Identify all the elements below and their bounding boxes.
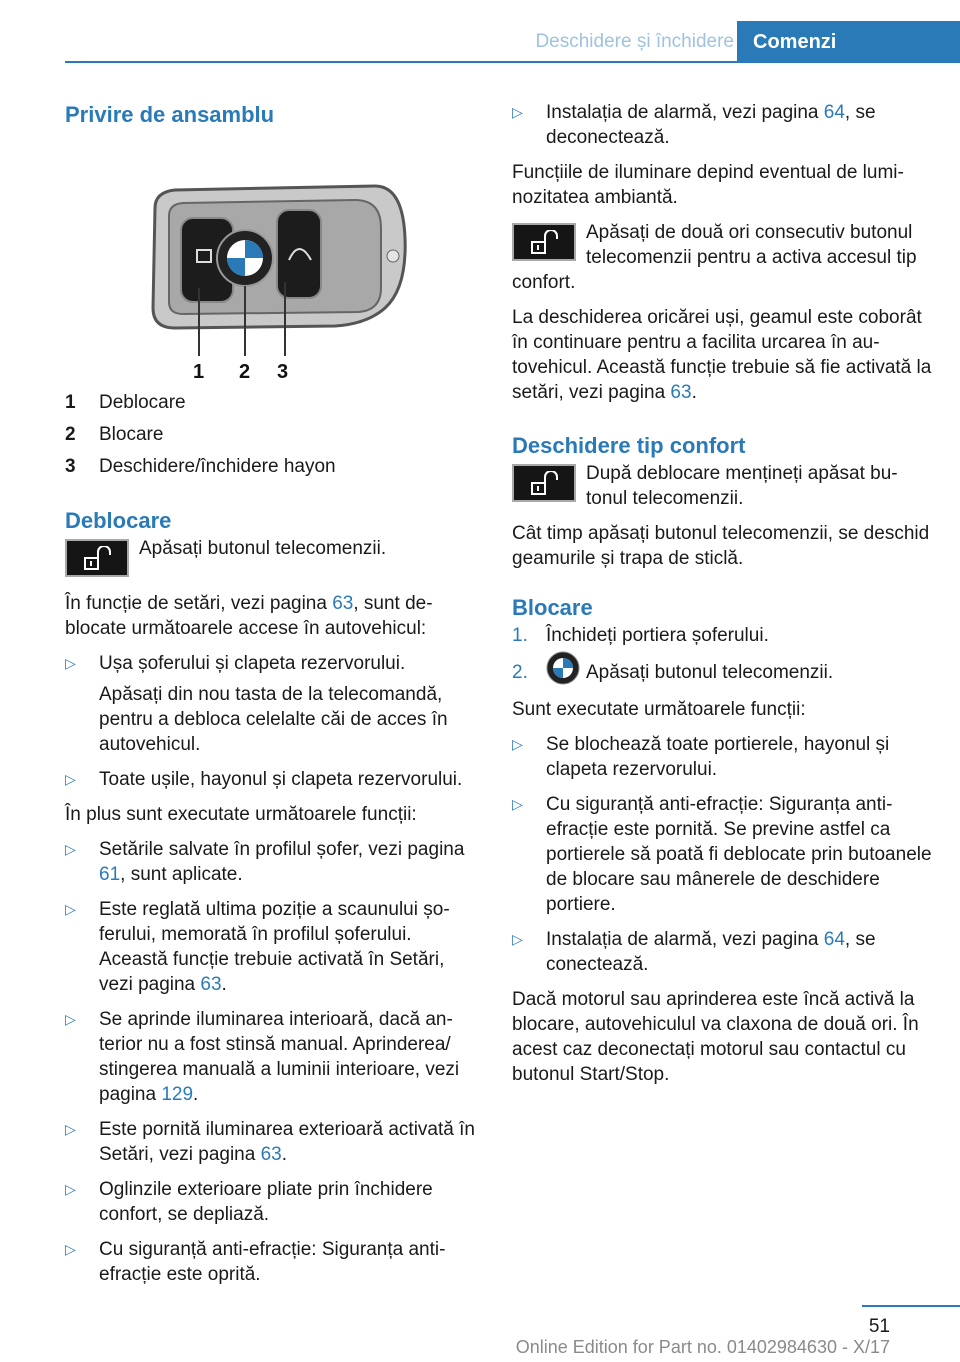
lock-functions-list <box>512 732 932 977</box>
remote-key-illustration <box>135 178 415 378</box>
comfort-opening-heading: Deschidere tip confort <box>512 433 746 458</box>
header-rule <box>65 61 960 63</box>
list-item: ▷ Este pornită iluminarea exterioară activată în Setări, vezi pagina 63. <box>65 1117 480 1167</box>
page-number: 51 <box>868 1316 890 1337</box>
comfort-opening-desc: Cât timp apăsați butonul telecomenzii, se deschid geamurile și trapa de sticlă. <box>512 523 930 569</box>
unlock-heading: Deblocare <box>65 508 172 533</box>
list-item: ▷ Cu siguranță anti-efracție: Siguranța anti-efracție este oprită. <box>65 1237 480 1287</box>
unlock-instruction: Apăsați butonul telecomenzii. <box>65 536 480 581</box>
window-note: La deschiderea oricărei uși, geamul este coborât în continuare pentru a facilita urcarea în autovehicul. Această funcție trebuie să fie activată la setări, vezi pagina 63. <box>512 307 932 403</box>
page-link[interactable]: 61 <box>99 864 121 885</box>
list-item: ▷ Toate ușile, hayonul și clapeta rezervorului. <box>65 767 480 792</box>
figure-legend <box>65 390 480 486</box>
page-link[interactable]: 64 <box>823 102 845 123</box>
extra-functions-list <box>65 837 480 1287</box>
step-item: 1. Închideți portiera șoferului. <box>512 625 769 646</box>
edition-footer: Online Edition for Part no. 01402984630 - X/17 <box>515 1337 890 1357</box>
lock-steps <box>512 623 932 685</box>
list-item: ▷ Instalația de alarmă, vezi pagina 64, se conectează. <box>512 927 932 977</box>
unlock-intro: În funcție de setări, vezi pagina 63, sunt deblocate următoarele accese în autovehicul: <box>65 593 433 639</box>
comfort-opening-instruction: După deblocare mențineți apăsat butonul telecomenzii. <box>512 461 932 511</box>
callout-1: 1 <box>193 361 205 378</box>
alarm-list <box>512 100 932 150</box>
callout-3: 3 <box>277 361 289 378</box>
unlock-button-icon <box>512 464 576 502</box>
lock-exec-intro: Sunt executate următoarele funcții: <box>512 699 806 720</box>
list-item: ▷ Se blochează toate portierele, hayonul și clapeta rezervorului. <box>512 732 932 782</box>
list-item: ▷ Oglinzile exterioare pliate prin închidere confort, se depliază. <box>65 1177 480 1227</box>
page-link[interactable]: 63 <box>260 1144 282 1165</box>
page-link[interactable]: 63 <box>200 974 222 995</box>
legend-item: 2 Blocare <box>65 424 164 445</box>
bmw-logo-icon <box>546 651 580 685</box>
list-item: ▷ Cu siguranță anti-efracție: Siguranța anti-efracție este pornită. Se previne astfel ca portierele să poată fi deblocate prin butoanele de blocare sau mânerele de deschidere portiere. <box>512 792 932 917</box>
page-link[interactable]: 63 <box>670 382 692 403</box>
extra-functions-intro: În plus sunt executate următoarele funcții: <box>65 804 417 825</box>
list-item: ▷ Instalația de alarmă, vezi pagina 64, se deconectează. <box>512 100 932 150</box>
page-link[interactable]: 64 <box>823 929 845 950</box>
unlock-button-icon <box>65 539 129 577</box>
header-chapter-tab[interactable]: Comenzi <box>737 21 960 62</box>
legend-item: 1 Deblocare <box>65 392 186 413</box>
overview-heading: Privire de ansamblu <box>65 102 275 127</box>
page-link[interactable]: 63 <box>332 593 354 614</box>
list-item: ▷ Ușa șoferului și clapeta rezervorului. Apăsați din nou tasta de la telecomandă, pentru a debloca celelalte căi de acces în autovehicul. <box>65 651 480 757</box>
comfort-access-instruction: Apăsați de două ori consecutiv butonul telecomenzii pentru a activa accesul tip confort. <box>512 222 917 293</box>
page-link[interactable]: 129 <box>161 1084 194 1105</box>
callout-2: 2 <box>239 361 251 378</box>
footer-rule <box>862 1305 960 1307</box>
list-item: ▷ Se aprinde iluminarea interioară, dacă anterior nu a fost stinsă manual. Aprinderea/ stingerea manuală a luminii interioare, vezi pagina 129. <box>65 1007 480 1107</box>
lock-horn-note: Dacă motorul sau aprinderea este încă activă la blocare, autovehiculul va claxona de două ori. În acest caz deconectați motorul sau contactul cu butonul Start/Stop. <box>512 989 919 1085</box>
lock-heading: Blocare <box>512 595 593 620</box>
left-column <box>65 100 480 1297</box>
lighting-note: Funcțiile de iluminare depind eventual de luminozitatea ambiantă. <box>512 162 904 208</box>
legend-item: 3 Deschidere/închidere hayon <box>65 456 336 477</box>
list-item: ▷ Setările salvate în profilul șofer, vezi pagina 61, sunt aplicate. <box>65 837 480 887</box>
header-section: Deschidere și închidere <box>535 31 734 52</box>
right-column <box>512 100 932 1097</box>
step-item: 2. Apăsați butonul telecomenzii. <box>512 660 932 685</box>
list-item: ▷ Este reglată ultima poziție a scaunului șoferului, memorată în profilul șoferului. Această funcție trebuie activată în Setări, vezi pagina 63. <box>65 897 480 997</box>
unlock-access-list <box>65 651 480 792</box>
unlock-button-icon <box>512 223 576 261</box>
